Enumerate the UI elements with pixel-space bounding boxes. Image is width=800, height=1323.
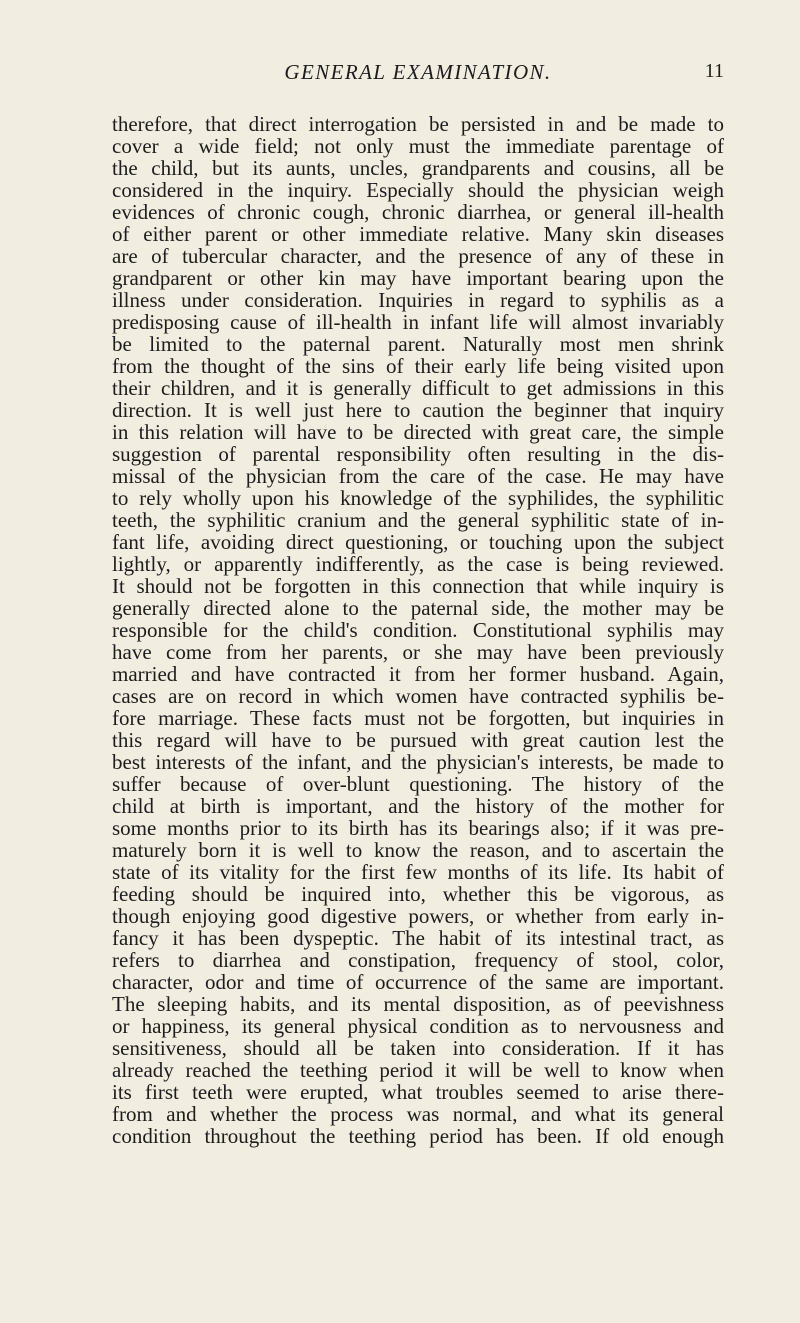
- text-line: feeding should be inquired into, whether this be vigorous, as: [112, 882, 724, 906]
- text-line: generally directed alone to the paternal side, the mother may be: [112, 596, 724, 620]
- text-line: suggestion of parental responsibility often resulting in the dis-: [112, 442, 724, 466]
- text-line: It should not be forgotten in this connection that while inquiry is: [112, 574, 724, 598]
- text-line: The sleeping habits, and its mental disposition, as of peevishness: [112, 992, 724, 1016]
- text-line: be limited to the paternal parent. Naturally most men shrink: [112, 332, 724, 356]
- text-line: in this relation will have to be directed with great care, the simple: [112, 420, 724, 444]
- text-line: this regard will have to be pursued with great caution lest the: [112, 728, 724, 752]
- text-line: suffer because of over-blunt questioning. The history of the: [112, 772, 724, 796]
- text-line: fant life, avoiding direct questioning, or touching upon the subject: [112, 530, 724, 554]
- text-line: evidences of chronic cough, chronic diarrhea, or general ill-health: [112, 200, 724, 224]
- text-line: child at birth is important, and the history of the mother for: [112, 794, 724, 818]
- text-line: married and have contracted it from her former husband. Again,: [112, 662, 724, 686]
- text-line: some months prior to its birth has its bearings also; if it was pre-: [112, 816, 724, 840]
- text-line: therefore, that direct interrogation be persisted in and be made to: [112, 112, 724, 136]
- text-line: teeth, the syphilitic cranium and the general syphilitic state of in-: [112, 508, 724, 532]
- text-line: though enjoying good digestive powers, or whether from early in-: [112, 904, 724, 928]
- text-line: cases are on record in which women have contracted syphilis be-: [112, 684, 724, 708]
- text-line: character, odor and time of occurrence of the same are important.: [112, 970, 724, 994]
- text-line: its first teeth were erupted, what troubles seemed to arise there-: [112, 1080, 724, 1104]
- text-line: to rely wholly upon his knowledge of the syphilides, the syphilitic: [112, 486, 724, 510]
- text-line: their children, and it is generally difficult to get admissions in this: [112, 376, 724, 400]
- text-line: state of its vitality for the first few months of its life. Its habit of: [112, 860, 724, 884]
- text-line: fancy it has been dyspeptic. The habit of its intestinal tract, as: [112, 926, 724, 950]
- text-line: fore marriage. These facts must not be forgotten, but inquiries in: [112, 706, 724, 730]
- text-line: of either parent or other immediate relative. Many skin diseases: [112, 222, 724, 246]
- text-line: or happiness, its general physical condition as to nervousness and: [112, 1014, 724, 1038]
- running-head: [112, 60, 724, 90]
- text-line: from the thought of the sins of their early life being visited upon: [112, 354, 724, 378]
- text-line: lightly, or apparently indifferently, as the case is being reviewed.: [112, 552, 724, 576]
- text-line: from and whether the process was normal, and what its general: [112, 1102, 724, 1126]
- text-line: best interests of the infant, and the physician's interests, be made to: [112, 750, 724, 774]
- text-line: illness under consideration. Inquiries in regard to syphilis as a: [112, 288, 724, 312]
- page-number: 11: [704, 60, 724, 82]
- text-line: already reached the teething period it will be well to know when: [112, 1058, 724, 1082]
- text-line: have come from her parents, or she may have been previously: [112, 640, 724, 664]
- text-line: missal of the physician from the care of the case. He may have: [112, 464, 724, 488]
- text-line: condition throughout the teething period has been. If old enough: [112, 1124, 724, 1148]
- text-line: are of tubercular character, and the presence of any of these in: [112, 244, 724, 268]
- text-line: the child, but its aunts, uncles, grandparents and cousins, all be: [112, 156, 724, 180]
- text-line: maturely born it is well to know the reason, and to ascertain the: [112, 838, 724, 862]
- text-line: direction. It is well just here to caution the beginner that inquiry: [112, 398, 724, 422]
- text-line: refers to diarrhea and constipation, frequency of stool, color,: [112, 948, 724, 972]
- running-title: GENERAL EXAMINATION.: [284, 60, 552, 84]
- text-line: cover a wide field; not only must the immediate parentage of: [112, 134, 724, 158]
- text-line: responsible for the child's condition. Constitutional syphilis may: [112, 618, 724, 642]
- text-line: considered in the inquiry. Especially should the physician weigh: [112, 178, 724, 202]
- text-line: grandparent or other kin may have important bearing upon the: [112, 266, 724, 290]
- text-line: predisposing cause of ill-health in infant life will almost invariably: [112, 310, 724, 334]
- body-paragraph: [112, 113, 724, 1147]
- text-line: sensitiveness, should all be taken into consideration. If it has: [112, 1036, 724, 1060]
